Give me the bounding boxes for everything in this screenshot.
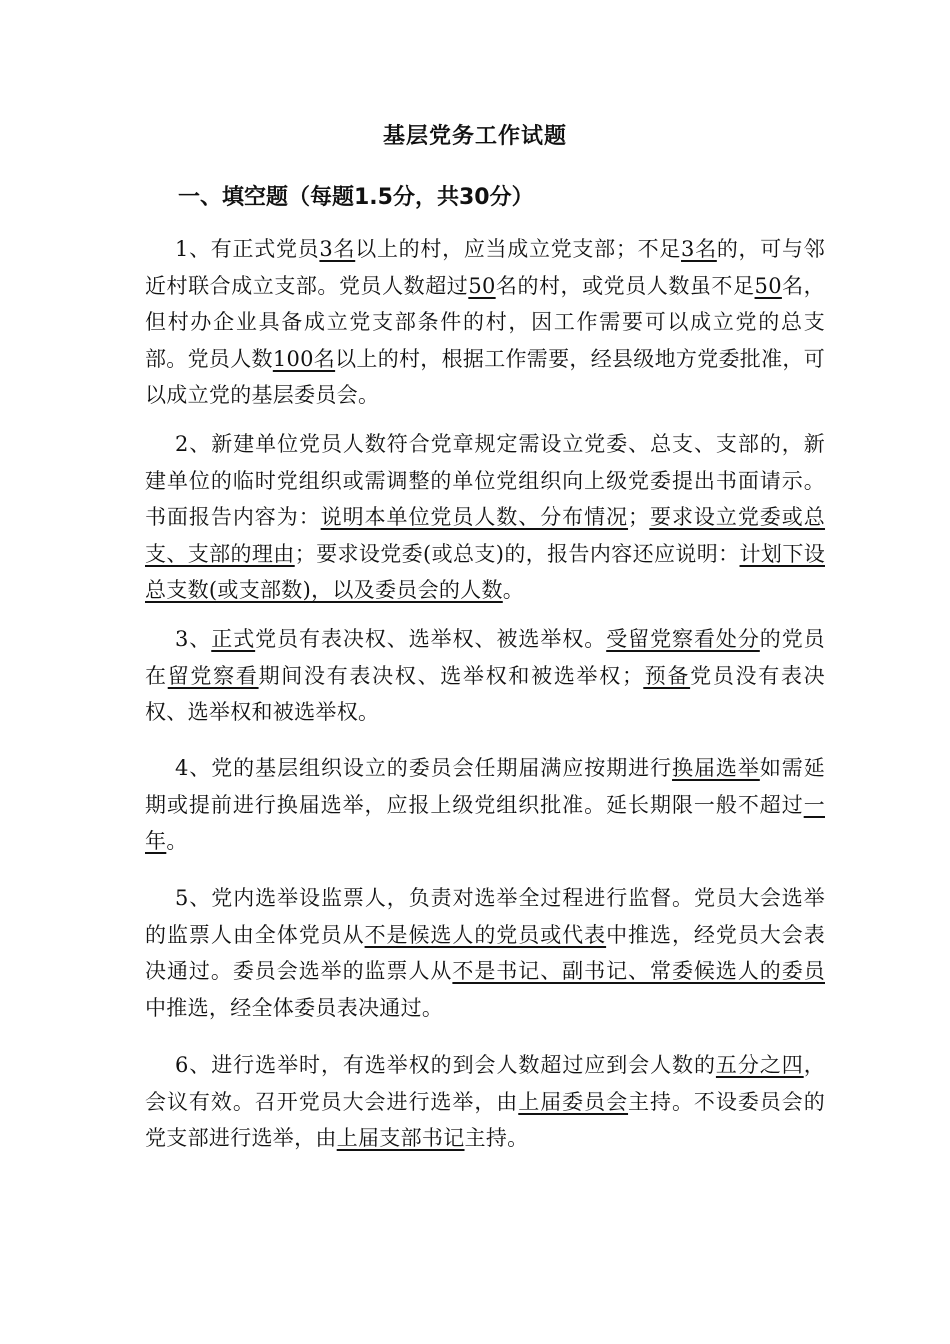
question-text: ；要求设党委(或总支)的，报告内容还应说明： (294, 541, 740, 566)
question-text: 名的村，或党员人数虽不足 (495, 273, 755, 298)
answer-blank: 正式 (211, 627, 256, 651)
question-text: ，会议有效。召开党员大会进行选举，由 (145, 1053, 826, 1114)
answer-blank: 上届委员会 (518, 1089, 629, 1114)
question-text: 中推选，经全体委员表决通过。 (145, 995, 444, 1020)
answer-blank: 上届支部书记 (336, 1126, 465, 1150)
answer-blank: 3名 (681, 237, 717, 261)
answer-blank: 不是候选人的党员或代表 (364, 922, 607, 947)
question-text: 的党员在 (145, 627, 825, 688)
question-text: 3、 (175, 627, 212, 651)
question-text: 以上的村，根据工作需要，经县级地方党委批准，可以成立党的基层委员会。 (145, 346, 826, 407)
question-text: 主持。不设委员会的党支部进行选举，由 (145, 1089, 825, 1150)
question-2 (145, 426, 825, 609)
answer-blank: 留党察看 (167, 663, 259, 688)
question-text: 如需延期或提前进行换届选举，应报上级党组织批准。延长期限一般不超过 (145, 756, 825, 817)
question-4 (145, 750, 825, 860)
answer-blank: 要求设立党委或总支、支部的理由 (145, 505, 826, 566)
question-text: 期间没有表决权、选举权和被选举权； (258, 663, 644, 688)
question-text: 5、党内选举设监票人，负责对选举全过程进行监督。党员大会选举的监票人由全体党员从 (145, 886, 825, 947)
section-heading: 一、填空题（每题1.5分，共30分） (178, 185, 534, 210)
question-3 (145, 621, 825, 731)
answer-blank: 100名 (272, 346, 336, 371)
question-text: 党员没有表决权、选举权和被选举权。 (145, 663, 825, 724)
answer-blank: 3名 (319, 237, 356, 261)
question-text: 中推选，经党员大会表决通过。委员会选举的监票人从 (145, 922, 825, 983)
question-6 (145, 1047, 825, 1157)
question-text: 。 (166, 829, 188, 853)
question-text: ； (628, 505, 650, 529)
page-title: 基层党务工作试题 (382, 124, 567, 149)
answer-blank: 一年 (145, 792, 825, 853)
question-5 (145, 880, 825, 1026)
question-text: 主持。 (464, 1126, 529, 1150)
question-text: 2、新建单位党员人数符合党章规定需设立党委、总支、支部的，新建单位的临时党组织或需调整的单位党组织向上级党委提出书面请示。书面报告内容为： (145, 432, 825, 529)
question-1 (145, 231, 825, 414)
question-text: 。 (502, 578, 525, 602)
question-text: 党员有表决权、选举权、被选举权。 (255, 627, 607, 651)
answer-blank: 不是书记、副书记、常委候选人的委员 (452, 959, 825, 983)
answer-blank: 计划下设总支数(或支部数)，以及委员会的人数 (145, 541, 825, 602)
answer-blank: 换届选举 (672, 756, 760, 780)
answer-blank: 50 (468, 273, 496, 298)
answer-blank: 五分之四 (715, 1053, 804, 1077)
answer-blank: 预备 (643, 663, 691, 688)
question-text: 1、有正式党员 (175, 237, 320, 261)
question-text: 4、党的基层组织设立的委员会任期届满应按期进行 (175, 756, 673, 780)
question-text: 6、进行选举时，有选举权的到会人数超过应到会人数的 (175, 1053, 716, 1077)
answer-blank: 说明本单位党员人数、分布情况 (320, 505, 629, 529)
answer-blank: 50 (754, 273, 782, 298)
question-text: 名，但村办企业具备成立党支部条件的村，因工作需要可以成立党的总支部。党员人数 (145, 273, 825, 371)
question-text: 以上的村，应当成立党支部；不足 (355, 237, 682, 261)
answer-blank: 受留党察看处分 (606, 627, 760, 651)
question-text: 的，可与邻近村联合成立支部。党员人数超过 (145, 237, 826, 298)
